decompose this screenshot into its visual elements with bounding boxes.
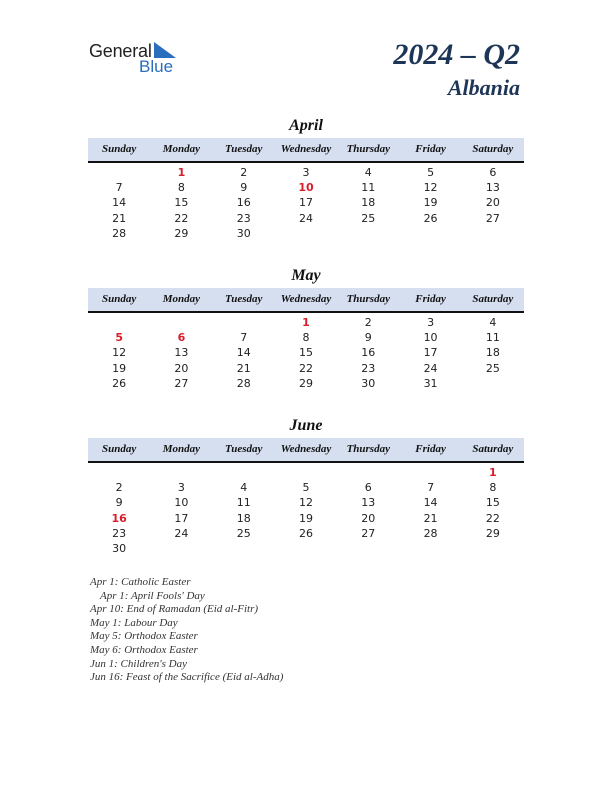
weekday-header bbox=[88, 288, 524, 313]
empty-day-cell bbox=[399, 226, 461, 241]
day-cell: 3 bbox=[177, 481, 185, 495]
day-cell: 4 bbox=[489, 316, 497, 329]
weekday-label: Friday bbox=[415, 293, 446, 305]
holiday-note: May 1: Labour Day bbox=[90, 616, 178, 629]
empty-day-cell bbox=[462, 541, 524, 556]
day-cell: 5 bbox=[302, 481, 310, 495]
weekday-label: Friday bbox=[415, 143, 446, 155]
day-cell: 10 bbox=[174, 496, 189, 510]
day-cell: 11 bbox=[236, 496, 251, 510]
day-cell: 31 bbox=[423, 376, 438, 390]
day-cell: 1 bbox=[177, 166, 186, 179]
day-cell: 19 bbox=[112, 361, 127, 375]
empty-day-cell bbox=[462, 226, 524, 241]
day-cell: 20 bbox=[485, 196, 500, 210]
day-cell: 12 bbox=[423, 181, 438, 195]
day-cell: 9 bbox=[240, 181, 248, 195]
day-cell: 24 bbox=[174, 526, 189, 540]
day-cell: 28 bbox=[236, 376, 251, 390]
day-cell: 27 bbox=[485, 211, 500, 225]
day-cell: 14 bbox=[236, 346, 251, 360]
day-cell: 19 bbox=[298, 511, 313, 525]
day-cell: 12 bbox=[298, 496, 313, 510]
day-cell: 24 bbox=[298, 211, 313, 225]
empty-day-cell bbox=[337, 541, 399, 556]
day-cell: 28 bbox=[423, 526, 438, 540]
day-cell: 1 bbox=[489, 466, 497, 479]
empty-day-cell bbox=[399, 541, 461, 556]
logo-word-general: General bbox=[89, 41, 152, 61]
empty-day-cell bbox=[275, 465, 337, 480]
weekday-label: Wednesday bbox=[280, 143, 332, 155]
day-cell: 17 bbox=[423, 346, 438, 360]
page-title: 2024 – Q2 bbox=[393, 38, 520, 71]
day-cell: 17 bbox=[298, 196, 313, 210]
day-cell: 27 bbox=[174, 376, 189, 390]
day-cell: 4 bbox=[240, 481, 248, 495]
day-cell: 8 bbox=[489, 481, 497, 495]
month-may bbox=[88, 266, 524, 391]
month-june bbox=[88, 416, 524, 556]
day-cell: 21 bbox=[112, 211, 127, 225]
day-cell: 10 bbox=[423, 331, 438, 345]
day-cell: 8 bbox=[302, 331, 310, 345]
day-cell: 6 bbox=[489, 166, 497, 179]
empty-day-cell bbox=[337, 465, 399, 480]
weekday-label: Thursday bbox=[346, 443, 390, 455]
month-name: May bbox=[291, 267, 321, 284]
day-cell: 16 bbox=[111, 511, 127, 525]
weekday-label: Wednesday bbox=[280, 443, 332, 455]
day-cell: 16 bbox=[361, 346, 376, 360]
holiday-note: Apr 10: End of Ramadan (Eid al-Fitr) bbox=[90, 603, 259, 616]
day-cell: 29 bbox=[298, 376, 313, 390]
month-name: April bbox=[289, 117, 323, 134]
day-cell: 8 bbox=[177, 181, 185, 195]
day-cell: 23 bbox=[361, 361, 376, 375]
day-cell: 4 bbox=[364, 166, 372, 179]
day-cell: 27 bbox=[361, 526, 376, 540]
day-cell: 26 bbox=[112, 376, 127, 390]
empty-day-cell bbox=[337, 226, 399, 241]
day-cell: 13 bbox=[361, 496, 376, 510]
day-cell: 23 bbox=[236, 211, 251, 225]
empty-day-cell bbox=[88, 315, 150, 330]
empty-day-cell bbox=[275, 541, 337, 556]
weekday-label: Sunday bbox=[102, 143, 137, 155]
day-cell: 29 bbox=[174, 226, 189, 240]
day-cell: 2 bbox=[364, 316, 372, 329]
weekday-label: Tuesday bbox=[224, 143, 263, 155]
day-grid bbox=[88, 313, 524, 391]
empty-day-cell bbox=[88, 465, 150, 480]
day-cell: 30 bbox=[361, 376, 376, 390]
empty-day-cell bbox=[213, 315, 275, 330]
day-cell: 14 bbox=[423, 496, 438, 510]
day-cell: 3 bbox=[427, 316, 435, 329]
day-cell: 17 bbox=[174, 511, 189, 525]
day-cell: 25 bbox=[236, 526, 251, 540]
weekday-header bbox=[88, 138, 524, 163]
day-grid bbox=[88, 463, 524, 556]
day-cell: 23 bbox=[112, 526, 127, 540]
day-cell: 18 bbox=[236, 511, 251, 525]
month-april bbox=[88, 116, 524, 241]
day-cell: 6 bbox=[364, 481, 372, 495]
holiday-note: Apr 1: April Fools' Day bbox=[100, 589, 205, 602]
day-cell: 14 bbox=[112, 196, 127, 210]
day-cell: 7 bbox=[427, 481, 435, 495]
weekday-label: Saturday bbox=[472, 443, 514, 455]
empty-day-cell bbox=[275, 226, 337, 241]
day-cell: 22 bbox=[298, 361, 313, 375]
day-cell: 13 bbox=[174, 346, 189, 360]
day-cell: 5 bbox=[115, 331, 123, 345]
day-cell: 3 bbox=[302, 166, 310, 179]
weekday-label: Saturday bbox=[472, 293, 514, 305]
month-name: June bbox=[289, 417, 323, 434]
day-cell: 6 bbox=[177, 331, 186, 345]
day-cell: 18 bbox=[361, 196, 376, 210]
day-cell: 30 bbox=[112, 541, 127, 555]
day-cell: 22 bbox=[485, 511, 500, 525]
day-cell: 13 bbox=[485, 181, 500, 195]
day-grid bbox=[88, 163, 524, 241]
day-cell: 2 bbox=[115, 481, 123, 495]
day-cell: 15 bbox=[174, 196, 189, 210]
weekday-label: Wednesday bbox=[280, 293, 332, 305]
day-cell: 7 bbox=[115, 181, 123, 195]
generalblue-logo bbox=[89, 40, 189, 76]
weekday-label: Saturday bbox=[472, 143, 514, 155]
country-name: Albania bbox=[447, 75, 520, 100]
holiday-note: Apr 1: Catholic Easter bbox=[90, 576, 191, 588]
day-cell: 18 bbox=[485, 346, 500, 360]
logo-flag-icon bbox=[154, 42, 176, 58]
day-cell: 20 bbox=[174, 361, 189, 375]
day-cell: 26 bbox=[298, 526, 313, 540]
holiday-notes bbox=[90, 576, 283, 685]
day-cell: 19 bbox=[423, 196, 438, 210]
day-cell: 10 bbox=[298, 181, 314, 195]
day-cell: 20 bbox=[361, 511, 376, 525]
empty-day-cell bbox=[150, 315, 212, 330]
empty-day-cell bbox=[150, 541, 212, 556]
logo-word-blue: Blue bbox=[139, 57, 174, 76]
weekday-label: Monday bbox=[162, 443, 201, 455]
weekday-label: Monday bbox=[162, 143, 201, 155]
day-cell: 15 bbox=[298, 346, 313, 360]
day-cell: 21 bbox=[236, 361, 251, 375]
day-cell: 28 bbox=[112, 226, 127, 240]
holiday-note: Jun 1: Children's Day bbox=[90, 657, 187, 670]
day-cell: 24 bbox=[423, 361, 438, 375]
weekday-label: Tuesday bbox=[224, 293, 263, 305]
empty-day-cell bbox=[213, 541, 275, 556]
weekday-label: Monday bbox=[162, 293, 201, 305]
empty-day-cell bbox=[399, 465, 461, 480]
day-cell: 11 bbox=[485, 331, 500, 345]
day-cell: 5 bbox=[427, 166, 435, 179]
weekday-header bbox=[88, 438, 524, 463]
weekday-label: Tuesday bbox=[224, 443, 263, 455]
weekday-label: Thursday bbox=[346, 293, 390, 305]
empty-day-cell bbox=[88, 165, 150, 180]
day-cell: 16 bbox=[236, 196, 251, 210]
day-cell: 26 bbox=[423, 211, 438, 225]
holiday-note: Jun 16: Feast of the Sacrifice (Eid al-Adha) bbox=[90, 671, 284, 684]
weekday-label: Friday bbox=[415, 443, 446, 455]
weekday-label: Thursday bbox=[346, 143, 390, 155]
day-cell: 15 bbox=[485, 496, 500, 510]
day-cell: 29 bbox=[485, 526, 500, 540]
empty-day-cell bbox=[462, 376, 524, 391]
day-cell: 11 bbox=[361, 181, 376, 195]
day-cell: 7 bbox=[240, 331, 248, 345]
day-cell: 25 bbox=[485, 361, 500, 375]
day-cell: 30 bbox=[236, 226, 251, 240]
day-cell: 2 bbox=[240, 166, 248, 179]
holiday-note: May 5: Orthodox Easter bbox=[90, 630, 198, 643]
holiday-note: May 6: Orthodox Easter bbox=[90, 643, 198, 656]
weekday-label: Sunday bbox=[102, 443, 137, 455]
weekday-label: Sunday bbox=[102, 293, 137, 305]
day-cell: 21 bbox=[423, 511, 438, 525]
empty-day-cell bbox=[150, 465, 212, 480]
day-cell: 12 bbox=[112, 346, 127, 360]
empty-day-cell bbox=[213, 465, 275, 480]
day-cell: 1 bbox=[302, 316, 310, 329]
day-cell: 25 bbox=[361, 211, 376, 225]
day-cell: 9 bbox=[364, 331, 372, 345]
day-cell: 9 bbox=[115, 496, 123, 510]
day-cell: 22 bbox=[174, 211, 189, 225]
